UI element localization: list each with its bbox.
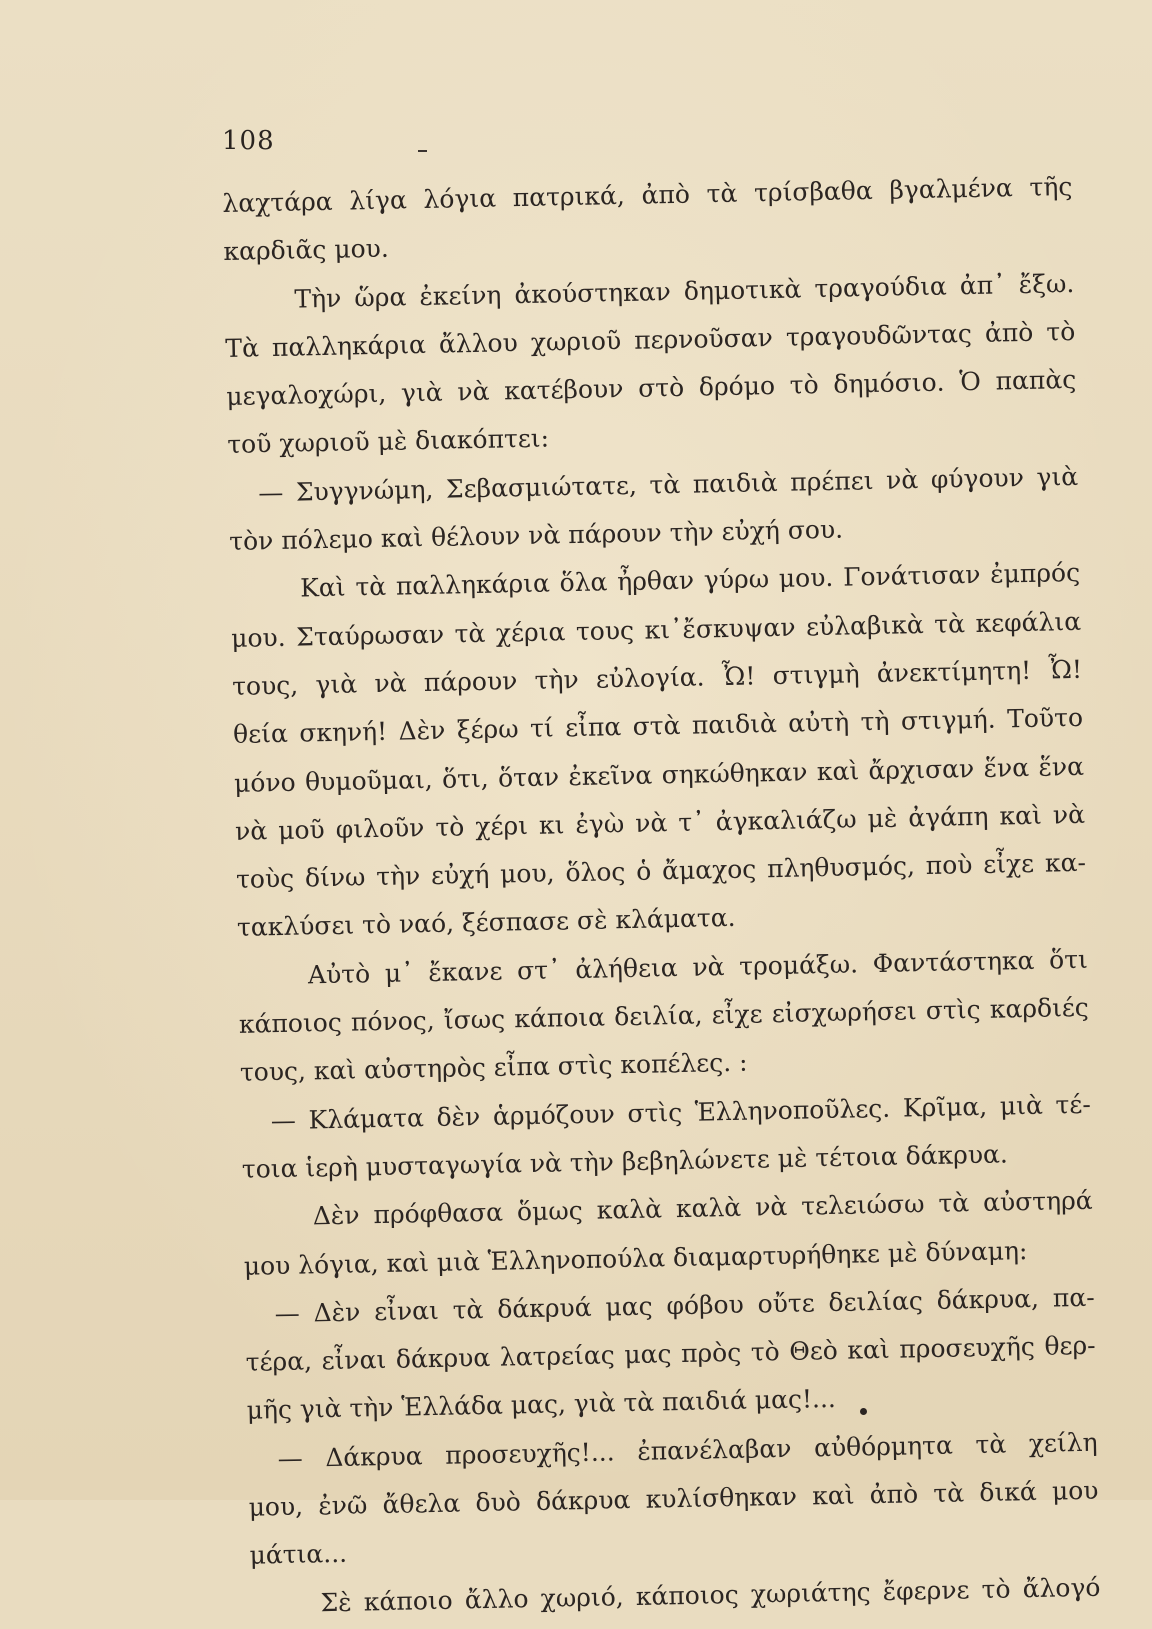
text-line: μῆς γιὰ τὴν Ἑλλάδα μας, γιὰ τὰ παιδιά μας!...: [246, 1384, 837, 1426]
text-line: τους, καὶ αὐστηρὸς εἶπα στὶς κοπέλες. :: [239, 1047, 748, 1088]
ink-speck: [418, 150, 427, 152]
body-text: [222, 163, 1101, 1629]
text-line: τοια ἱερὴ μυσταγωγία νὰ τὴν βεβηλώνετε μὲ τέτοια δάκρυα.: [241, 1139, 1009, 1184]
text-line: καρδιᾶς μου.: [223, 233, 390, 267]
text-line: Δὲν πρόφθασα ὅμως καλὰ καλὰ νὰ τελειώσω τὰ αὐστηρά: [312, 1185, 1093, 1231]
text-line: Αὐτὸ μ᾽ ἔκανε στ᾽ ἀλήθεια νὰ τρομάξω. Φαντάστηκα ὅτι: [307, 944, 1089, 990]
text-line: — Δὲν εἶναι τὰ δάκρυά μας φόβου οὔτε δειλίας δάκρυα, πα-: [274, 1282, 1095, 1328]
text-line: — Κλάματα δὲν ἁρμόζουν στὶς Ἑλληνοποῦλες. Κρῖμα, μιὰ τέ-: [270, 1089, 1092, 1135]
text-line: Σὲ κάποιο ἄλλο χωριό, κάποιος χωριάτης ἔφερνε τὸ ἄλογό: [320, 1572, 1101, 1617]
text-line: τακλύσει τὸ ναό, ξέσπασε σὲ κλάματα.: [236, 903, 736, 943]
page-number: 108: [222, 126, 275, 156]
ink-dot: [860, 1408, 867, 1415]
text-line: λαχτάρα λίγα λόγια πατρικά, ἀπὸ τὰ τρίσβαθα βγαλμένα τῆς: [222, 171, 1073, 218]
text-line: μου λόγια, καὶ μιὰ Ἑλληνοπούλα διαμαρτυρήθηκε μὲ δύναμη:: [243, 1235, 1028, 1281]
text-line: τοὺς δίνω τὴν εὐχή μου, ὅλος ὁ ἄμαχος πληθυσμός, ποὺ εἶχε κα-: [235, 847, 1087, 895]
text-line: μάτια...: [249, 1539, 348, 1571]
text-line: Τὰ παλληκάρια ἄλλου χωριοῦ περνοῦσαν τραγουδῶντας ἀπὸ τὸ: [225, 316, 1076, 363]
text-line: τοῦ χωριοῦ μὲ διακόπτει:: [227, 423, 550, 460]
text-line: Καὶ τὰ παλληκάρια ὅλα ἦρθαν γύρω μου. Γονάτισαν ἐμπρός: [299, 558, 1081, 603]
text-line: τὸν πόλεμο καὶ θέλουν νὰ πάρουν τὴν εὐχή σου.: [228, 514, 844, 557]
text-line: κάποιος πόνος, ἴσως κάποια δειλία, εἶχε εἰσχωρήσει στὶς καρδιές: [238, 992, 1090, 1039]
text-line: νὰ μοῦ φιλοῦν τὸ χέρι κι ἐγὼ νὰ τ᾽ ἀγκαλιάζω μὲ ἀγάπη καὶ νὰ: [234, 799, 1086, 846]
text-line: Τὴν ὥρα ἐκείνη ἀκούστηκαν δημοτικὰ τραγούδια ἀπ᾽ ἔξω.: [294, 268, 1075, 314]
text-line: τους, γιὰ νὰ πάρουν τὴν εὐλογία. Ὦ! στιγμὴ ἀνεκτίμητη! Ὦ!: [231, 654, 1083, 701]
text-line: μου. Σταύρωσαν τὰ χέρια τους κι᾽ἔσκυψαν εὐλαβικὰ τὰ κεφάλια: [230, 606, 1082, 653]
text-line: μου, ἐνῶ ἄθελα δυὸ δάκρυα κυλίσθηκαν καὶ ἀπὸ τὰ δικά μου: [248, 1475, 1099, 1522]
text-line: μεγαλοχώρι, γιὰ νὰ κατέβουν στὸ δρόμο τὸ δημόσιο. Ὁ παπὰς: [226, 365, 1077, 412]
text-line: θεία σκηνή! Δὲν ξέρω τί εἶπα στὰ παιδιὰ αὐτὴ τὴ στιγμή. Τοῦτο: [232, 703, 1084, 750]
text-line: — Συγγνώμη, Σεβασμιώτατε, τὰ παιδιὰ πρέπει νὰ φύγουν γιὰ: [257, 461, 1079, 508]
text-line: — Δάκρυα προσευχῆς!... ἐπανέλαβαν αὐθόρμητα τὰ χείλη: [277, 1427, 1098, 1473]
text-line: τέρα, εἶναι δάκρυα λατρείας μας πρὸς τὸ Θεὸ καὶ προσευχῆς θερ-: [245, 1330, 1096, 1377]
text-line: μόνο θυμοῦμαι, ὅτι, ὅταν ἐκεῖνα σηκώθηκαν καὶ ἄρχισαν ἕνα ἕνα: [233, 751, 1085, 798]
